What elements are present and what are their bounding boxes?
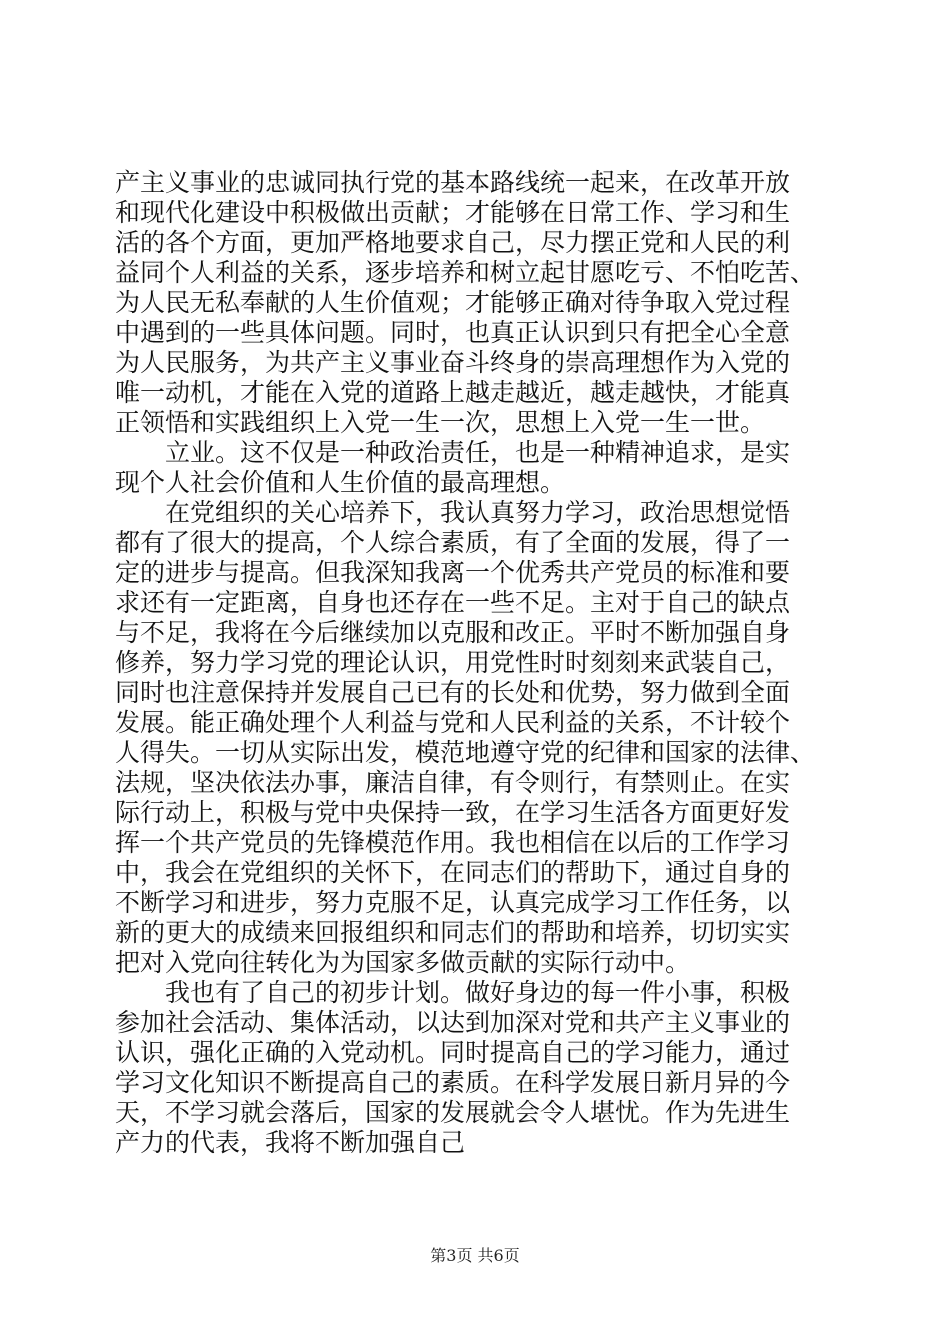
text-line: 同时也注意保持并发展自己已有的长处和优势，努力做到全面: [115, 678, 791, 707]
text-line: 唯一动机，才能在入党的道路上越走越近，越走越快，才能真: [115, 378, 791, 407]
text-line: 都有了很大的提高，个人综合素质，有了全面的发展，得了一: [115, 528, 791, 557]
text-line: 发展。能正确处理个人利益与党和人民利益的关系，不计较个: [115, 708, 791, 737]
text-line: 正领悟和实践组织上入党一生一次，思想上入党一生一世。: [115, 408, 766, 437]
text-line: 新的更大的成绩来回报组织和同志们的帮助和培养，切切实实: [115, 918, 791, 947]
page-footer: [0, 1243, 950, 1266]
document-body: [115, 168, 835, 1158]
text-line: 产主义事业的忠诚同执行党的基本路线统一起来，在改革开放: [115, 168, 791, 197]
text-line: 为人民无私奉献的人生价值观；才能够正确对待争取入党过程: [115, 288, 791, 317]
text-line: 活的各个方面，更加严格地要求自己，尽力摆正党和人民的利: [115, 228, 791, 257]
text-line: 为人民服务，为共产主义事业奋斗终身的崇高理想作为入党的: [115, 348, 791, 377]
page-number: 第3页 共6页: [430, 1246, 520, 1265]
text-line: 际行动上，积极与党中央保持一致，在学习生活各方面更好发: [115, 798, 791, 827]
text-line: 立业。这不仅是一种政治责任，也是一种精神追求，是实: [165, 438, 791, 467]
text-line: 中，我会在党组织的关怀下，在同志们的帮助下，通过自身的: [115, 858, 791, 887]
text-line: 把对入党向往转化为为国家多做贡献的实际行动中。: [115, 948, 691, 977]
text-line: 人得失。一切从实际出发，模范地遵守党的纪律和国家的法律、: [115, 738, 816, 767]
text-line: 挥一个共产党员的先锋模范作用。我也相信在以后的工作学习: [115, 828, 791, 857]
text-line: 不断学习和进步，努力克服不足，认真完成学习工作任务，以: [115, 888, 791, 917]
text-line: 我也有了自己的初步计划。做好身边的每一件小事，积极: [165, 978, 791, 1007]
text-line: 现个人社会价值和人生价值的最高理想。: [115, 468, 566, 497]
text-line: 定的进步与提高。但我深知我离一个优秀共产党员的标准和要: [115, 558, 791, 587]
text-line: 与不足，我将在今后继续加以克服和改正。平时不断加强自身: [115, 618, 791, 647]
text-line: 益同个人利益的关系，逐步培养和树立起甘愿吃亏、不怕吃苦、: [115, 258, 816, 287]
text-line: 天，不学习就会落后，国家的发展就会令人堪忧。作为先进生: [115, 1098, 791, 1127]
text-line: 和现代化建设中积极做出贡献；才能够在日常工作、学习和生: [115, 198, 791, 227]
text-line: 求还有一定距离，自身也还存在一些不足。主对于自己的缺点: [115, 588, 791, 617]
text-line: 法规，坚决依法办事，廉洁自律，有令则行，有禁则止。在实: [115, 768, 791, 797]
text-line: 在党组织的关心培养下，我认真努力学习，政治思想觉悟: [165, 498, 791, 527]
text-line: 修养，努力学习党的理论认识，用党性时时刻刻来武装自己，: [115, 648, 791, 677]
text-line: 参加社会活动、集体活动，以达到加深对党和共产主义事业的: [115, 1008, 791, 1037]
text-line: 中遇到的一些具体问题。同时，也真正认识到只有把全心全意: [115, 318, 791, 347]
text-line: 认识，强化正确的入党动机。同时提高自己的学习能力，通过: [115, 1038, 791, 1067]
text-line: 学习文化知识不断提高自己的素质。在科学发展日新月异的今: [115, 1068, 791, 1097]
text-line: 产力的代表，我将不断加强自己: [115, 1128, 466, 1157]
